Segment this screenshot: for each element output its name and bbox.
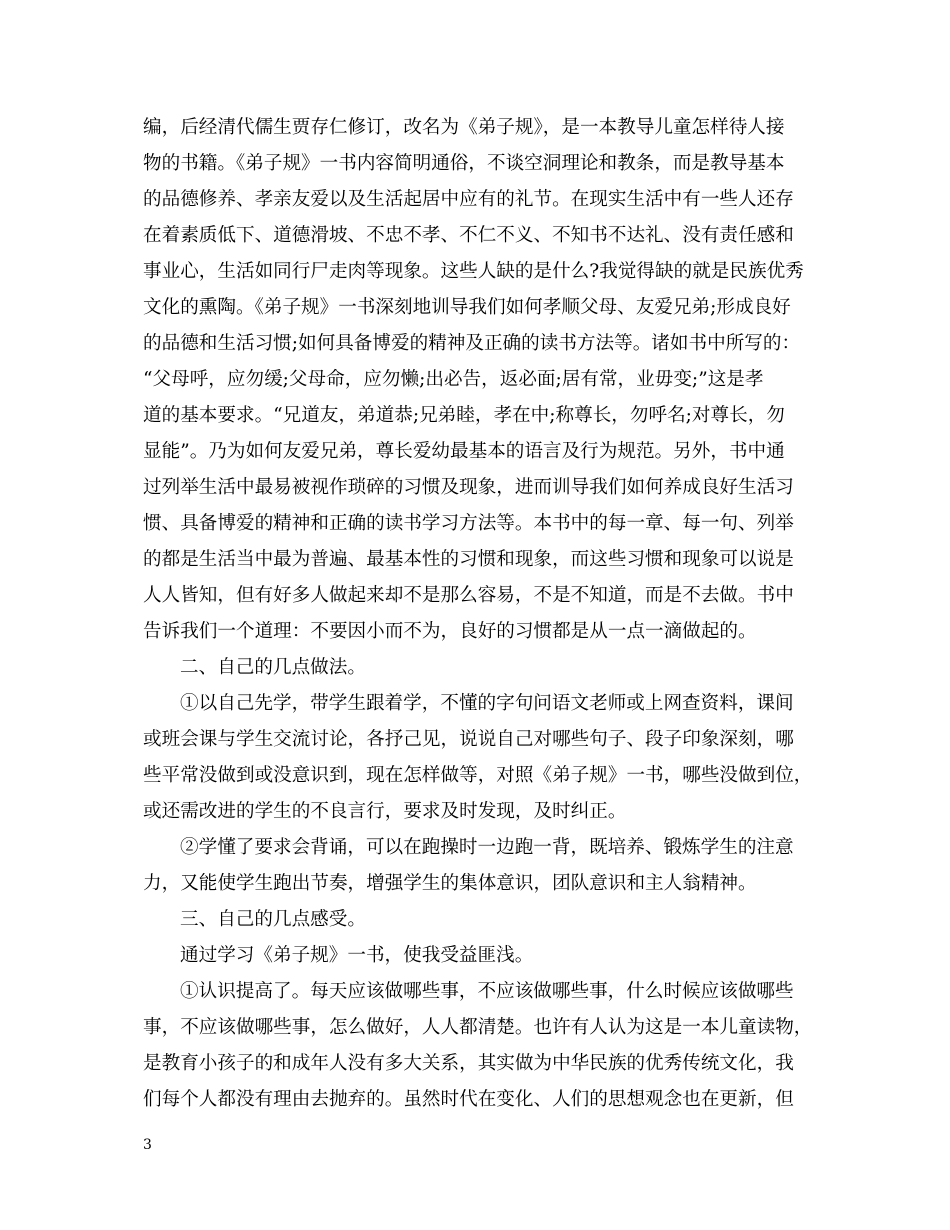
text-line: 在着素质低下、道德滑坡、不忠不孝、不仁不义、不知书不达礼、没有责任感和	[143, 225, 794, 246]
text-line: 事业心，生活如同行尸走肉等现象。这些人缺的是什么?我觉得缺的就是民族优秀	[143, 261, 804, 282]
text-line: 的都是生活当中最为普遍、最基本性的习惯和现象，而这些习惯和现象可以说是	[143, 549, 794, 570]
text-line: 事，不应该做哪些事，怎么做好，人人都清楚。也许有人认为这是一本儿童读物，	[143, 1017, 813, 1038]
text-line: ②学懂了要求会背诵，可以在跑操时一边跑一背，既培养、锻炼学生的注意	[180, 837, 794, 858]
text-line: 编，后经清代儒生贾存仁修订，改名为《弟子规》，是一本教导儿童怎样待人接	[143, 117, 785, 138]
text-line: 些平常没做到或没意识到，现在怎样做等，对照《弟子规》一书，哪些没做到位，	[143, 765, 813, 786]
text-line: 人人皆知，但有好多人做起来却不是那么容易，不是不知道，而是不去做。书中	[143, 585, 794, 606]
text-line: 显能”。乃为如何友爱兄弟，尊长爱幼最基本的语言及行为规范。另外，书中通	[143, 441, 785, 462]
text-line: ①以自己先学，带学生跟着学，不懂的字句问语文老师或上网查资料，课间	[180, 693, 794, 714]
text-line: 文化的熏陶。《弟子规》一书深刻地训导我们如何孝顺父母、友爱兄弟;形成良好	[143, 297, 791, 318]
text-line: “父母呼，应勿缓;父母命，应勿懒;出必告，返必面;居有常，业毋变;”这是孝	[143, 369, 764, 390]
text-line: 力，又能使学生跑出节奏，增强学生的集体意识，团队意识和主人翁精神。	[143, 873, 757, 894]
text-line: 过列举生活中最易被视作琐碎的习惯及现象，进而训导我们如何养成良好生活习	[143, 477, 794, 498]
text-line: 或还需改进的学生的不良言行，要求及时发现，及时纠正。	[143, 801, 627, 822]
text-line: 三、自己的几点感受。	[180, 909, 366, 930]
text-line: 的品德和生活习惯;如何具备博爱的精神及正确的读书方法等。诸如书中所写的：	[143, 333, 801, 354]
text-line: 们每个人都没有理由去抛弃的。虽然时代在变化、人们的思想观念也在更新，但	[143, 1089, 794, 1110]
body-text	[143, 110, 813, 1118]
text-line: 是教育小孩子的和成年人没有多大关系，其实做为中华民族的优秀传统文化，我	[143, 1053, 794, 1074]
text-line: ①认识提高了。每天应该做哪些事，不应该做哪些事，什么时候应该做哪些	[180, 981, 794, 1002]
text-line: 惯、具备博爱的精神和正确的读书学习方法等。本书中的每一章、每一句、列举	[143, 513, 794, 534]
text-line: 通过学习《弟子规》一书，使我受益匪浅。	[180, 945, 534, 966]
text-line: 的品德修养、孝亲友爱以及生活起居中应有的礼节。在现实生活中有一些人还存	[143, 189, 794, 210]
text-line: 告诉我们一个道理：不要因小而不为，良好的习惯都是从一点一滴做起的。	[143, 621, 757, 642]
text-line: 二、自己的几点做法。	[180, 657, 366, 678]
text-line: 物的书籍。《弟子规》一书内容简明通俗，不谈空洞理论和教条，而是教导基本	[143, 153, 785, 174]
text-line: 道的基本要求。“兄道友，弟道恭;兄弟睦，孝在中;称尊长，勿呼名;对尊长，勿	[143, 405, 785, 426]
page-number: 3	[143, 1137, 152, 1153]
text-line: 或班会课与学生交流讨论，各抒己见，说说自己对哪些句子、段子印象深刻，哪	[143, 729, 794, 750]
